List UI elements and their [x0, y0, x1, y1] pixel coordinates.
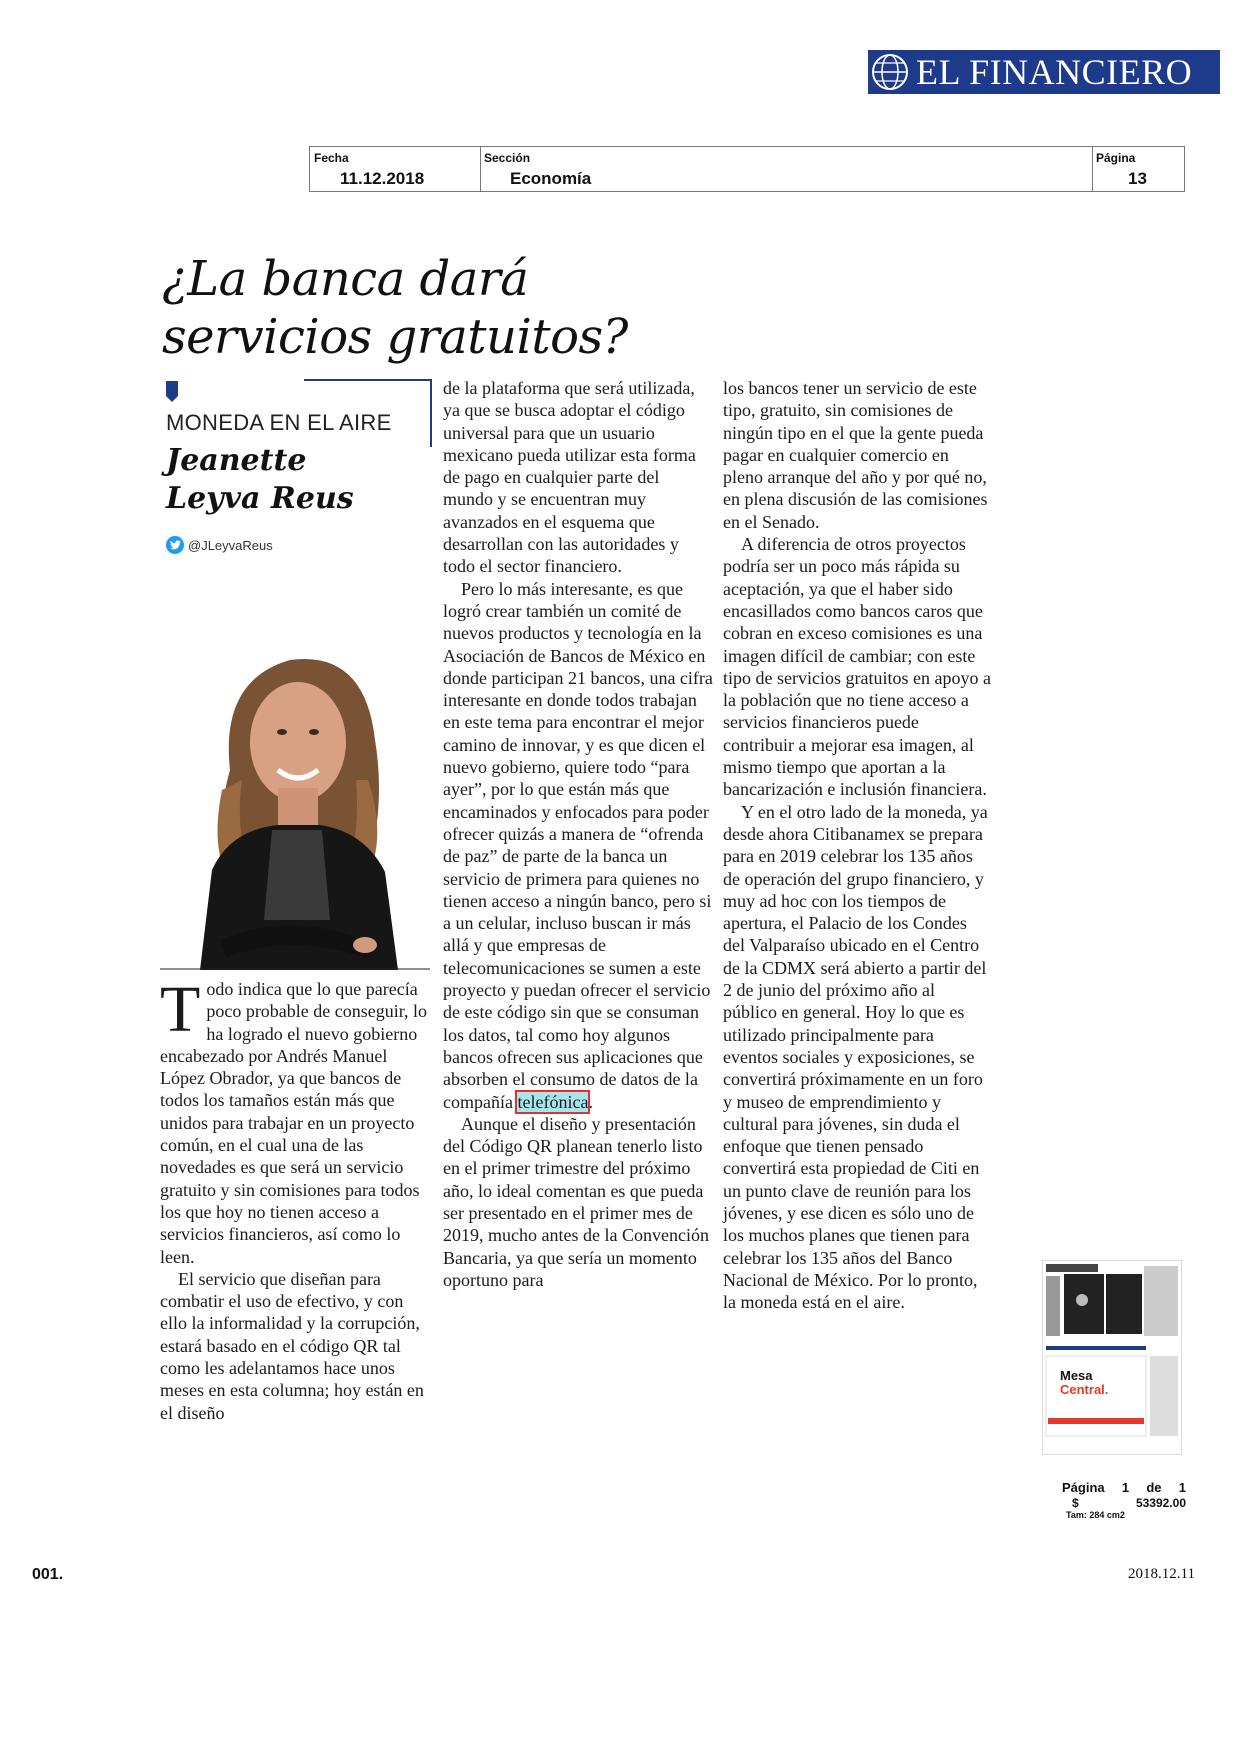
page-count-de: de: [1146, 1480, 1162, 1495]
page-count-num: 1: [1121, 1480, 1130, 1495]
thumbnail-ad-title-1: Mesa: [1060, 1368, 1093, 1383]
article-column-1: [160, 973, 432, 1424]
drop-cap: T: [160, 973, 201, 1046]
bookmark-icon: [166, 381, 178, 396]
twitter-icon: [166, 536, 184, 554]
paragraph-2: El servicio que diseñan para combatir el uso de efectivo, y con ello la informalidad y la corrupción, estará basado en el código QR tal como les adelantamos hace unos meses en esta columna; hoy están en el diseño: [160, 1268, 424, 1423]
author-handle: @JLeyvaReus: [188, 537, 273, 553]
paragraph-1: [160, 973, 432, 1268]
page-thumbnail[interactable]: [1042, 1260, 1182, 1455]
author-portrait: [160, 620, 430, 970]
article-column-2: [443, 377, 713, 1291]
info-bar: [309, 146, 1185, 192]
column-name: MONEDA EN EL AIRE: [166, 410, 392, 435]
highlighted-word[interactable]: telefónica: [517, 1091, 589, 1112]
publication-name: EL FINANCIERO: [916, 52, 1193, 92]
seccion-cell: [480, 147, 1093, 191]
clip-number: 001.: [32, 1566, 64, 1583]
thumbnail-ad-title-2: Central.: [1060, 1382, 1109, 1397]
author-line-2: Leyva Reus: [166, 481, 354, 516]
pagina-value: 13: [1128, 169, 1147, 188]
currency-symbol: $: [1072, 1496, 1079, 1510]
author-name: [166, 442, 354, 518]
page-count-label: Página: [1062, 1480, 1105, 1495]
byline-rule-horizontal: [304, 379, 432, 381]
size-info: Tam: 284 cm2: [1066, 1510, 1125, 1520]
byline-rule-vertical: [430, 379, 432, 447]
fecha-label: Fecha: [314, 151, 349, 165]
page-count-row: [1062, 1480, 1186, 1495]
pagina-cell: [1092, 147, 1184, 191]
amount-value: 53392.00: [1135, 1496, 1186, 1510]
paragraph-4-text: Pero lo más interesante, es que logró crear también un comité de nuevos productos y tecnología en la Asociación de Bancos de México en donde participan 21 bancos, una cifra interesante en donde todos trabajan en este tema para encontrar el mejor camino de innovar, y es que dicen el nuevo gobierno, quiere todo “para ayer”, por lo que están más que encaminados y enfocados para poder ofrecer quizás a manera de “ofrenda de paz” de parte de la banca un servicio de primera para quienes no tienen acceso a ningún banco, pero si a un celular, incluso buscan ir más allá y que empresas de telecomunicaciones se sumen a este proyecto y puedan ofrecer el servicio de este código sin que se consuman los datos, tal como hoy algunos bancos ofrecen sus aplicaciones que absorben el consumo de datos de la compañía: [443, 578, 713, 1112]
headline-line-1: ¿La banca dará: [162, 251, 529, 307]
page-count-total: 1: [1178, 1480, 1186, 1495]
seccion-value: Economía: [510, 169, 592, 188]
article-column-3: [723, 377, 993, 1313]
paragraph-6: los bancos tener un servicio de este tipo, gratuito, sin comisiones de ningún tipo en el que la gente pueda pagar en cualquier comercio en pleno arranque del año y por qué no, en plena discusión de las comisiones en el Senado.: [723, 378, 988, 532]
author-handle-row: [166, 536, 273, 554]
paragraph-3: de la plataforma que será utilizada, ya que se busca adoptar el código universal para que un usuario mexicano pueda utilizar esta forma de pago en cualquier parte del mundo y se encuentran muy avanzados en el esquema que desarrollan con las autoridades y todo el sector financiero.: [443, 378, 696, 577]
paragraph-7: A diferencia de otros proyectos podría ser un poco más rápida su aceptación, ya que el haber sido encasillados como bancos caros que cobran en exceso comisiones es una imagen difícil de cambiar; con este tipo de servicios gratuitos en apoyo a la población que no tiene acceso a servicios financieros puede contribuir a mejorar esa imagen, al mismo tiempo que aportan a la bancarización e inclusión financiera.: [723, 534, 991, 800]
globe-icon: [868, 50, 912, 94]
paragraph-5: Aunque el diseño y presentación del Código QR planean tenerlo listo en el primer trimestre del próximo año, lo ideal comentan es que pueda ser presentado en el primer mes de 2019, mucho antes de la Convención Bancaria, ya que sería un momento oportuno para: [443, 1113, 709, 1290]
paragraph-4-end: .: [588, 1091, 593, 1112]
fecha-value: 11.12.2018: [340, 169, 425, 188]
fecha-cell: [310, 147, 481, 191]
paragraph-8: Y en el otro lado de la moneda, ya desde ahora Citibanamex se prepara para en 2019 celebrar los 135 años de operación del grupo financiero, y muy ad hoc con los tiempos de apertura, el Palacio de los Condes del Valparaíso ubicado en el Centro de la CDMX será abierto a partir del 2 de junio del próximo año al público en general. Hoy lo que es utilizado principalmente para eventos sociales y exposiciones, se convertirá próximamente en un foro y museo de emprendimiento y cultural para jóvenes, sin duda el enfoque que tienen pensado convertirá esta propiedad de Citi en un punto clave de reunión para los jóvenes, y ese dicen es sólo uno de los muchos planes que tienen para celebrar los 135 años del Banco Nacional de México. Por lo pronto, la moneda está en el aire.: [723, 801, 988, 1313]
amount-row: [1062, 1496, 1186, 1510]
author-line-1: Jeanette: [166, 443, 307, 478]
paragraph-1-text: odo indica que lo que parecía poco probable de conseguir, lo ha logrado el nuevo gobierno encabezado por Andrés Manuel López Obrador, ya que bancos de todos los tamaños están más que unidos para trabajar en un proyecto común, en el cual una de las novedades es que será un servicio gratuito y sin comisiones para todos los que hoy no tienen acceso a servicios financieros, así como lo leen.: [160, 979, 428, 1267]
article-headline: [162, 250, 722, 366]
publication-logo: [868, 50, 1220, 94]
page-info: [1062, 1480, 1186, 1520]
headline-line-2: servicios gratuitos?: [162, 309, 628, 365]
paragraph-4: [443, 578, 713, 1113]
footer-date: 2018.12.11: [1128, 1566, 1195, 1582]
seccion-label: Sección: [484, 151, 531, 165]
pagina-label: Página: [1096, 151, 1136, 165]
